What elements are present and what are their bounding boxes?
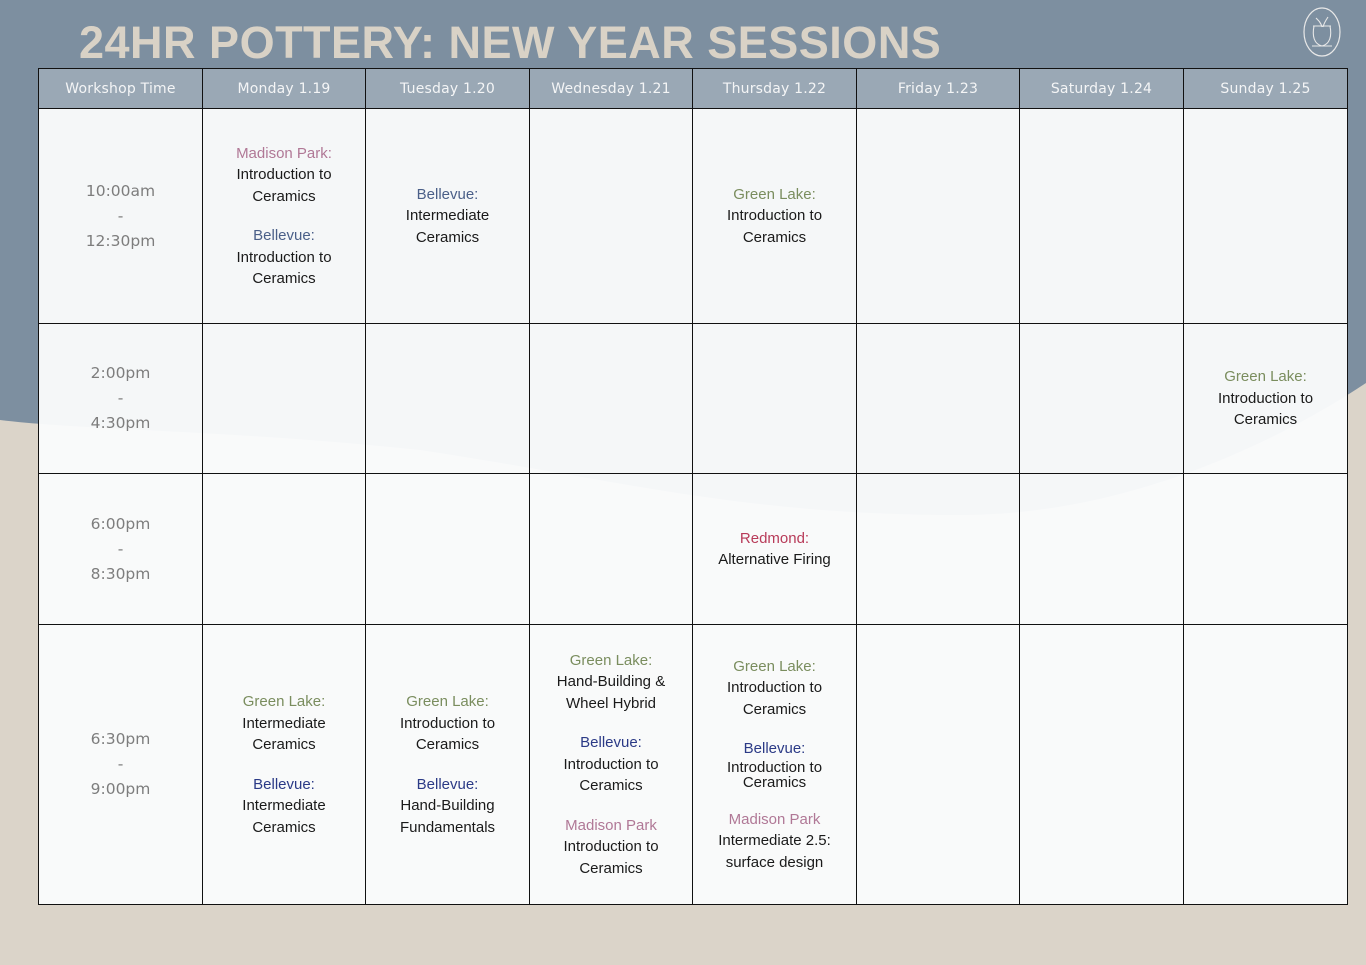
day-cell	[530, 625, 693, 905]
session	[366, 691, 529, 756]
time-start: 6:30pm	[90, 730, 151, 748]
session-location: Redmond:	[739, 529, 810, 547]
session-title: Introduction to Ceramics	[236, 166, 332, 205]
column-header-time: Workshop Time	[39, 69, 203, 109]
session-title: Intermediate Ceramics	[242, 714, 326, 753]
day-cell	[366, 625, 530, 905]
session	[693, 184, 856, 249]
day-cell	[1020, 324, 1184, 474]
session	[203, 225, 365, 290]
day-cell	[857, 474, 1020, 625]
column-header-thursday: Thursday 1.22	[693, 69, 857, 109]
day-cell	[857, 625, 1020, 905]
session-title: Alternative Firing	[718, 551, 831, 568]
time-end: 12:30pm	[85, 231, 156, 250]
column-header-tuesday: Tuesday 1.20	[366, 69, 530, 109]
time-cell	[39, 109, 203, 324]
session-location: Green Lake:	[1224, 368, 1307, 386]
session-title: Intermediate Ceramics	[242, 797, 326, 836]
day-cell	[1020, 625, 1184, 905]
column-header-monday: Monday 1.19	[203, 69, 366, 109]
day-cell	[1184, 474, 1348, 625]
session-title: Introduction to Ceramics	[726, 207, 823, 246]
column-header-saturday: Saturday 1.24	[1020, 69, 1184, 109]
session	[693, 738, 856, 791]
day-cell	[1184, 109, 1348, 324]
table-row	[39, 474, 1348, 625]
session	[1184, 366, 1347, 431]
day-cell	[530, 474, 693, 625]
time-start: 2:00pm	[90, 364, 151, 382]
session-location: Madison Park	[728, 810, 821, 828]
day-cell	[366, 474, 530, 625]
session	[530, 732, 692, 797]
pottery-hands-icon	[1302, 6, 1342, 58]
session	[203, 143, 365, 208]
session-title: Hand-Building & Wheel Hybrid	[556, 673, 666, 712]
day-cell	[530, 109, 693, 324]
session-location: Green Lake:	[733, 657, 816, 675]
session	[530, 815, 692, 880]
session-location: Green Lake:	[242, 693, 326, 710]
session	[203, 774, 365, 839]
session-title: Introduction to Ceramics	[563, 838, 659, 877]
day-cell	[693, 324, 857, 474]
session-title: Intermediate 2.5: surface design	[718, 832, 831, 871]
session-location: Bellevue:	[253, 227, 315, 244]
time-separator: -	[117, 206, 124, 225]
session-location: Bellevue:	[580, 734, 642, 752]
session	[693, 656, 856, 721]
session-title: Introduction to Ceramics	[399, 714, 496, 753]
session-location: Green Lake:	[569, 651, 653, 669]
session-title: Introduction to Ceramics	[726, 679, 823, 718]
day-cell	[1184, 625, 1348, 905]
day-cell	[203, 324, 366, 474]
day-cell	[203, 625, 366, 905]
table-row	[39, 324, 1348, 474]
session	[693, 528, 856, 571]
session-location: Bellevue:	[253, 775, 315, 793]
page-title: 24HR POTTERY: NEW YEAR SESSIONS	[79, 17, 942, 68]
column-header-friday: Friday 1.23	[857, 69, 1020, 109]
schedule-table	[38, 68, 1348, 905]
session-title: Introduction to Ceramics	[726, 758, 823, 792]
time-separator: -	[117, 539, 124, 558]
column-header-wednesday: Wednesday 1.21	[530, 69, 693, 109]
day-cell	[1020, 474, 1184, 625]
session-location: Madison Park	[565, 816, 657, 834]
session-location: Green Lake:	[406, 693, 489, 710]
session-title: Introduction to Ceramics	[563, 755, 659, 795]
time-separator: -	[117, 755, 124, 773]
table-row	[39, 625, 1348, 905]
session-location: Bellevue:	[743, 740, 806, 758]
day-cell	[203, 109, 366, 324]
session-location: Madison Park:	[236, 144, 332, 162]
session	[693, 809, 856, 874]
day-cell	[530, 324, 693, 474]
day-cell	[1184, 324, 1348, 474]
time-start: 10:00am	[85, 181, 156, 200]
day-cell	[693, 625, 857, 905]
session-location: Bellevue:	[416, 775, 479, 793]
session-location: Bellevue:	[416, 185, 479, 203]
day-cell	[857, 109, 1020, 324]
day-cell	[857, 324, 1020, 474]
time-cell	[39, 625, 203, 905]
time-start: 6:00pm	[90, 514, 151, 533]
session-title: Introduction to Ceramics	[236, 248, 332, 287]
time-end: 9:00pm	[90, 780, 151, 798]
header-row	[39, 69, 1348, 109]
day-cell	[366, 324, 530, 474]
time-cell	[39, 324, 203, 474]
session-title: Introduction to Ceramics	[1217, 389, 1314, 429]
time-separator: -	[117, 389, 124, 407]
day-cell	[693, 109, 857, 324]
time-end: 4:30pm	[90, 414, 151, 432]
session-location: Green Lake:	[733, 185, 816, 203]
time-end: 8:30pm	[90, 564, 151, 583]
day-cell	[1020, 109, 1184, 324]
column-header-sunday: Sunday 1.25	[1184, 69, 1348, 109]
time-cell	[39, 474, 203, 625]
day-cell	[693, 474, 857, 625]
day-cell	[203, 474, 366, 625]
session-title: Hand-Building Fundamentals	[399, 797, 496, 836]
session-title: Intermediate Ceramics	[405, 207, 490, 246]
session	[530, 650, 692, 715]
session	[366, 184, 529, 249]
session	[366, 774, 529, 839]
table-row	[39, 109, 1348, 324]
day-cell	[366, 109, 530, 324]
session	[203, 691, 365, 756]
